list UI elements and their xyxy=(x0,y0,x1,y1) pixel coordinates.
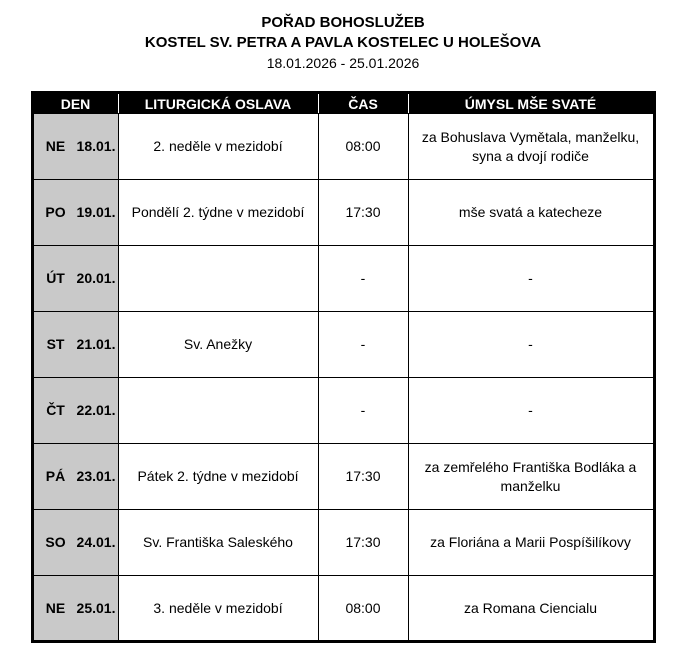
column-header-cas: ČAS xyxy=(318,93,408,114)
column-header-liturgicka-oslava: LITURGICKÁ OSLAVA xyxy=(118,93,318,114)
page-title: POŘAD BOHOSLUŽEB xyxy=(261,14,425,31)
day-cell xyxy=(32,576,118,642)
page-subtitle: KOSTEL SV. PETRA A PAVLA KOSTELEC U HOLEŠOVA xyxy=(144,34,542,51)
day-date: 21.01. xyxy=(76,336,116,352)
day-date: 18.01. xyxy=(76,138,116,154)
day-abbr: NE xyxy=(45,599,66,616)
celebration-cell: Pátek 2. týdne v mezidobí xyxy=(118,444,318,510)
day-abbr: SO xyxy=(45,534,66,550)
day-abbr: NE xyxy=(45,138,66,154)
celebration-cell: Sv. Františka Saleského xyxy=(118,510,318,576)
day-cell xyxy=(32,444,118,510)
day-date: 20.01. xyxy=(76,270,116,286)
table-row xyxy=(32,444,654,510)
time-cell: - xyxy=(318,312,408,378)
day-abbr: ÚT xyxy=(46,270,65,286)
celebration-cell xyxy=(118,246,318,312)
time-cell: - xyxy=(318,246,408,312)
table-row xyxy=(32,576,654,642)
day-abbr: ST xyxy=(46,336,65,352)
column-header-umysl: ÚMYSL MŠE SVATÉ xyxy=(408,93,654,114)
time-cell: 08:00 xyxy=(318,114,408,180)
time-cell: 08:00 xyxy=(318,576,408,642)
day-cell xyxy=(32,312,118,378)
day-date: 24.01. xyxy=(76,534,116,550)
day-cell xyxy=(32,378,118,444)
table-row xyxy=(32,114,654,180)
time-cell: 17:30 xyxy=(318,510,408,576)
table-row xyxy=(32,510,654,576)
column-header-den: DEN xyxy=(32,93,118,114)
day-abbr: PO xyxy=(45,204,66,220)
day-abbr: PÁ xyxy=(45,468,66,484)
celebration-cell: Sv. Anežky xyxy=(118,312,318,378)
table-row xyxy=(32,246,654,312)
time-cell: 17:30 xyxy=(318,180,408,246)
intention-cell: - xyxy=(408,378,654,444)
document-header xyxy=(0,0,686,73)
schedule-body xyxy=(32,114,654,642)
intention-cell: za Romana Ciencialu xyxy=(408,576,654,642)
celebration-cell: 3. neděle v mezidobí xyxy=(118,576,318,642)
schedule-table xyxy=(31,91,656,643)
date-range: 18.01.2026 - 25.01.2026 xyxy=(266,55,420,71)
day-cell xyxy=(32,510,118,576)
table-header-row xyxy=(32,93,654,114)
day-abbr: ČT xyxy=(46,402,65,418)
day-date: 19.01. xyxy=(76,204,116,220)
celebration-cell: 2. neděle v mezidobí xyxy=(118,114,318,180)
celebration-cell: Pondělí 2. týdne v mezidobí xyxy=(118,180,318,246)
intention-cell: - xyxy=(408,246,654,312)
table-row xyxy=(32,180,654,246)
table-row xyxy=(32,378,654,444)
day-date: 25.01. xyxy=(76,599,116,616)
intention-cell: mše svatá a katecheze xyxy=(408,180,654,246)
intention-cell: za Bohuslava Vymětala, manželku, syna a dvojí rodiče xyxy=(408,114,654,180)
time-cell: 17:30 xyxy=(318,444,408,510)
intention-cell: - xyxy=(408,312,654,378)
day-date: 22.01. xyxy=(76,402,116,418)
intention-cell: za zemřelého Františka Bodláka a manželku xyxy=(408,444,654,510)
day-cell xyxy=(32,180,118,246)
table-row xyxy=(32,312,654,378)
day-cell xyxy=(32,114,118,180)
celebration-cell xyxy=(118,378,318,444)
day-cell xyxy=(32,246,118,312)
time-cell: - xyxy=(318,378,408,444)
intention-cell: za Floriána a Marii Pospíšilíkovy xyxy=(408,510,654,576)
day-date: 23.01. xyxy=(76,468,116,484)
